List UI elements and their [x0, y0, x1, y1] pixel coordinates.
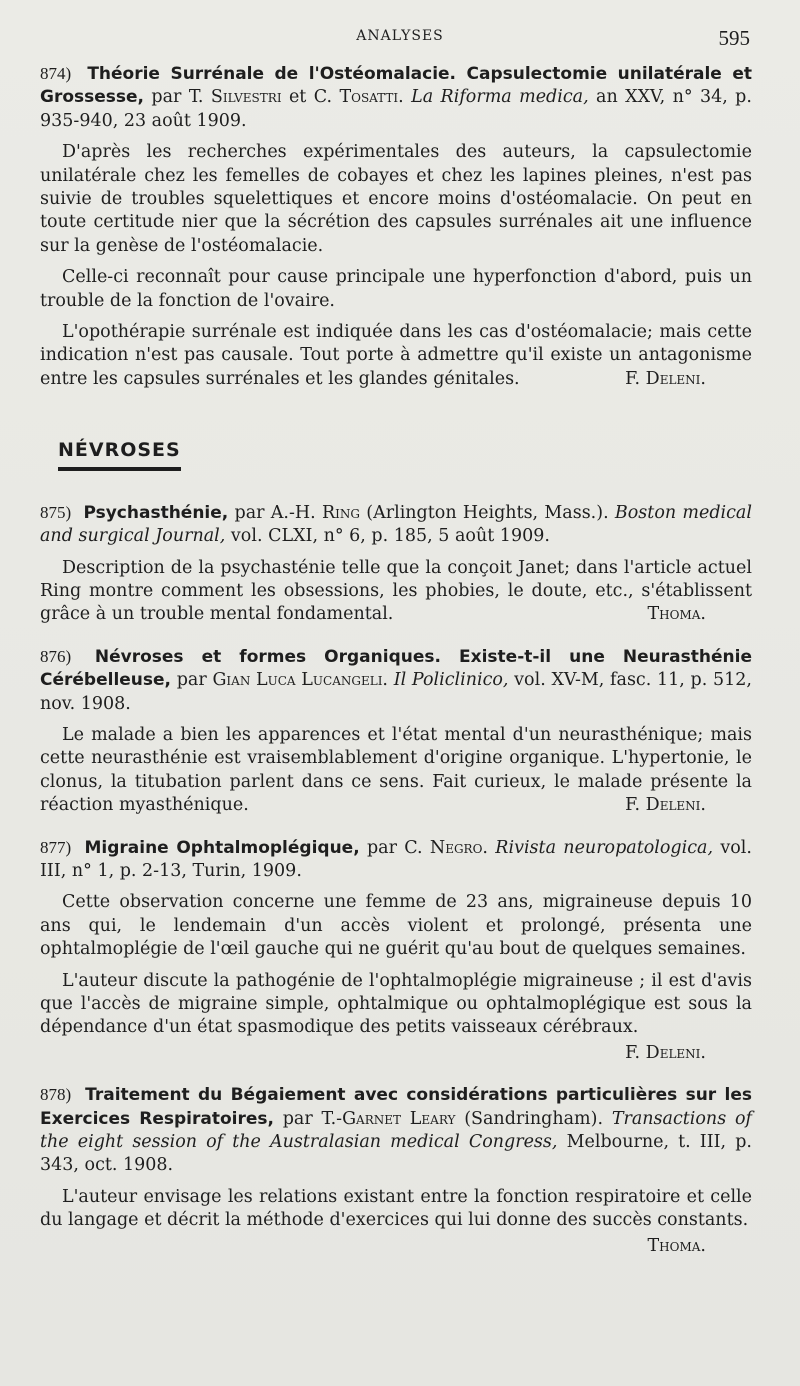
entry-citation-details: vol. CLXI, n° 6, p. 185, 5 août 1909.: [230, 526, 550, 547]
abstract-text: Description de la psychasténie telle que la conçoit Janet; dans l'article actuel Ring montre comment les obsessions, les phobies, le doute, etc., s'établissent grâce à un trouble mental fondamental.: [40, 557, 752, 625]
entry-title: Migraine Ophtalmoplégique,: [84, 837, 360, 858]
entry-author: A.-H. Ring: [270, 502, 360, 523]
entry-citation-details: vol. III, n° 1, p. 2-13, Turin, 1909.: [40, 837, 752, 881]
abstract-text: L'opothérapie surrénale est indiquée dans les cas d'ostéomalacie; mais cette indication n'est pas causale. Tout porte à admettre qu'il existe un antagonisme entre les capsules surrénales et les glandes génitales.: [40, 322, 752, 389]
entry-title: Névroses et formes Organiques. Existe-t-il une Neurasthénie Cérébelleuse,: [40, 646, 752, 691]
abstract-paragraph: [40, 724, 752, 818]
entry-citation-details: vol. XV-M, fasc. 11, p. 512, nov. 1908.: [40, 670, 752, 714]
reviewer-signature: F. Deleni.: [625, 1042, 706, 1063]
entry-title: Théorie Surrénale de l'Ostéomalacie. Capsulectomie unilatérale et Grossesse,: [40, 64, 752, 108]
entry-number: 877): [40, 837, 72, 857]
reviewer-signature: F. Deleni.: [625, 368, 706, 389]
abstract-paragraph: L'auteur discute la pathogénie de l'ophtalmoplégie migraineuse ; il est d'avis que l'accès de migraine simple, ophtalmique ou ophtalmoplégique est sous la dépendance d'un état spasmodique des petits vaisseaux cérébraux.: [40, 970, 752, 1038]
abstract-paragraph: [40, 557, 752, 627]
entry-author: T. Silvestri: [188, 87, 282, 108]
reviewer-signature: Thoma.: [647, 1235, 706, 1256]
page-number: 595: [718, 26, 750, 50]
entry-heading: [40, 836, 752, 884]
abstract-paragraph: L'auteur envisage les relations existant entre la fonction respiratoire et celle du langage et décrit la méthode d'exercices qui lui donne des succès constants.: [40, 1186, 752, 1231]
entry-author: Gian Luca Lucangeli.: [212, 670, 388, 691]
entry-number: 874): [40, 64, 72, 83]
entry-878: [40, 1083, 752, 1258]
entry-number: 878): [40, 1085, 72, 1105]
section-heading: NÉVROSES: [58, 439, 181, 470]
entry-author: C. Tosatti.: [313, 87, 404, 108]
entry-citation-details: Melbourne, t. III, p. 343, oct. 1908.: [40, 1132, 752, 1176]
entry-journal: Transactions of the eight session of the Australasian medical Congress,: [40, 1108, 752, 1153]
entry-by: par: [151, 87, 182, 108]
entry-affiliation: (Arlington Heights, Mass.).: [366, 502, 609, 523]
entry-title: Psychasthénie,: [83, 502, 229, 523]
entry-heading: [40, 1083, 752, 1178]
entry-author: T.-Garnet Leary: [321, 1108, 456, 1129]
entry-876: [40, 645, 752, 818]
entry-by: par: [176, 670, 207, 691]
reviewer-signature: F. Deleni.: [625, 795, 706, 816]
page-content: [40, 62, 752, 1276]
entry-874: [40, 62, 752, 391]
entry-number: 875): [40, 502, 72, 522]
entry-number: 876): [40, 646, 72, 666]
abstract-paragraph: D'après les recherches expérimentales des auteurs, la capsulectomie unilatérale chez les femelles de cobayes et chez les lapines pleines, n'est pas suivie de troubles squelettiques et encore moins d'ostéomalacie. On peut en toute certitude nier que la sécrétion des capsules surrénales ait une influence sur la genèse de l'ostéomalacie.: [40, 142, 752, 256]
entry-by: par: [366, 837, 397, 858]
entry-and: et: [288, 87, 307, 108]
entry-journal: Rivista neuropatologica,: [495, 837, 714, 858]
running-head-title: ANALYSES: [356, 28, 444, 44]
entry-heading: [40, 645, 752, 716]
abstract-paragraph: [40, 321, 752, 391]
entry-affiliation: (Sandringham).: [464, 1108, 604, 1129]
entry-877: [40, 836, 752, 1066]
entry-journal: La Riforma medica,: [411, 87, 589, 108]
abstract-text: Le malade a bien les apparences et l'état mental d'un neurasthénique; mais cette neurasthénie est vraisemblablement d'origine organique. L'hypertonie, le clonus, la titubation parlent dans ce sens. Fait curieux, le malade présente la réaction myasthénique.: [40, 724, 752, 816]
entry-title: Traitement du Bégaiement avec considérations particulières sur les Exercices Respiratoires,: [40, 1085, 752, 1129]
entry-journal: Il Policlinico,: [393, 670, 509, 691]
entry-by: par: [282, 1108, 313, 1129]
abstract-paragraph: Cette observation concerne une femme de 23 ans, migraineuse depuis 10 ans qui, le lendemain d'un accès violent et prolongé, présenta une ophtalmoplégie de l'œil gauche qui ne guérit qu'au bout de quelques semaines.: [40, 892, 752, 960]
running-head: [0, 28, 800, 56]
entry-citation-details: an XXV, n° 34, p. 935-940, 23 août 1909.: [40, 87, 752, 131]
entry-author: C. Negro.: [404, 837, 488, 858]
abstract-paragraph: Celle-ci reconnaît pour cause principale une hyperfonction d'abord, puis un trouble de la fonction de l'ovaire.: [40, 267, 752, 311]
entry-heading: [40, 62, 752, 133]
entry-by: par: [234, 502, 265, 523]
reviewer-signature: Thoma.: [647, 604, 706, 625]
entry-journal: Boston medical and surgical Journal,: [40, 502, 752, 547]
entry-875: [40, 501, 752, 627]
entry-heading: [40, 501, 752, 549]
